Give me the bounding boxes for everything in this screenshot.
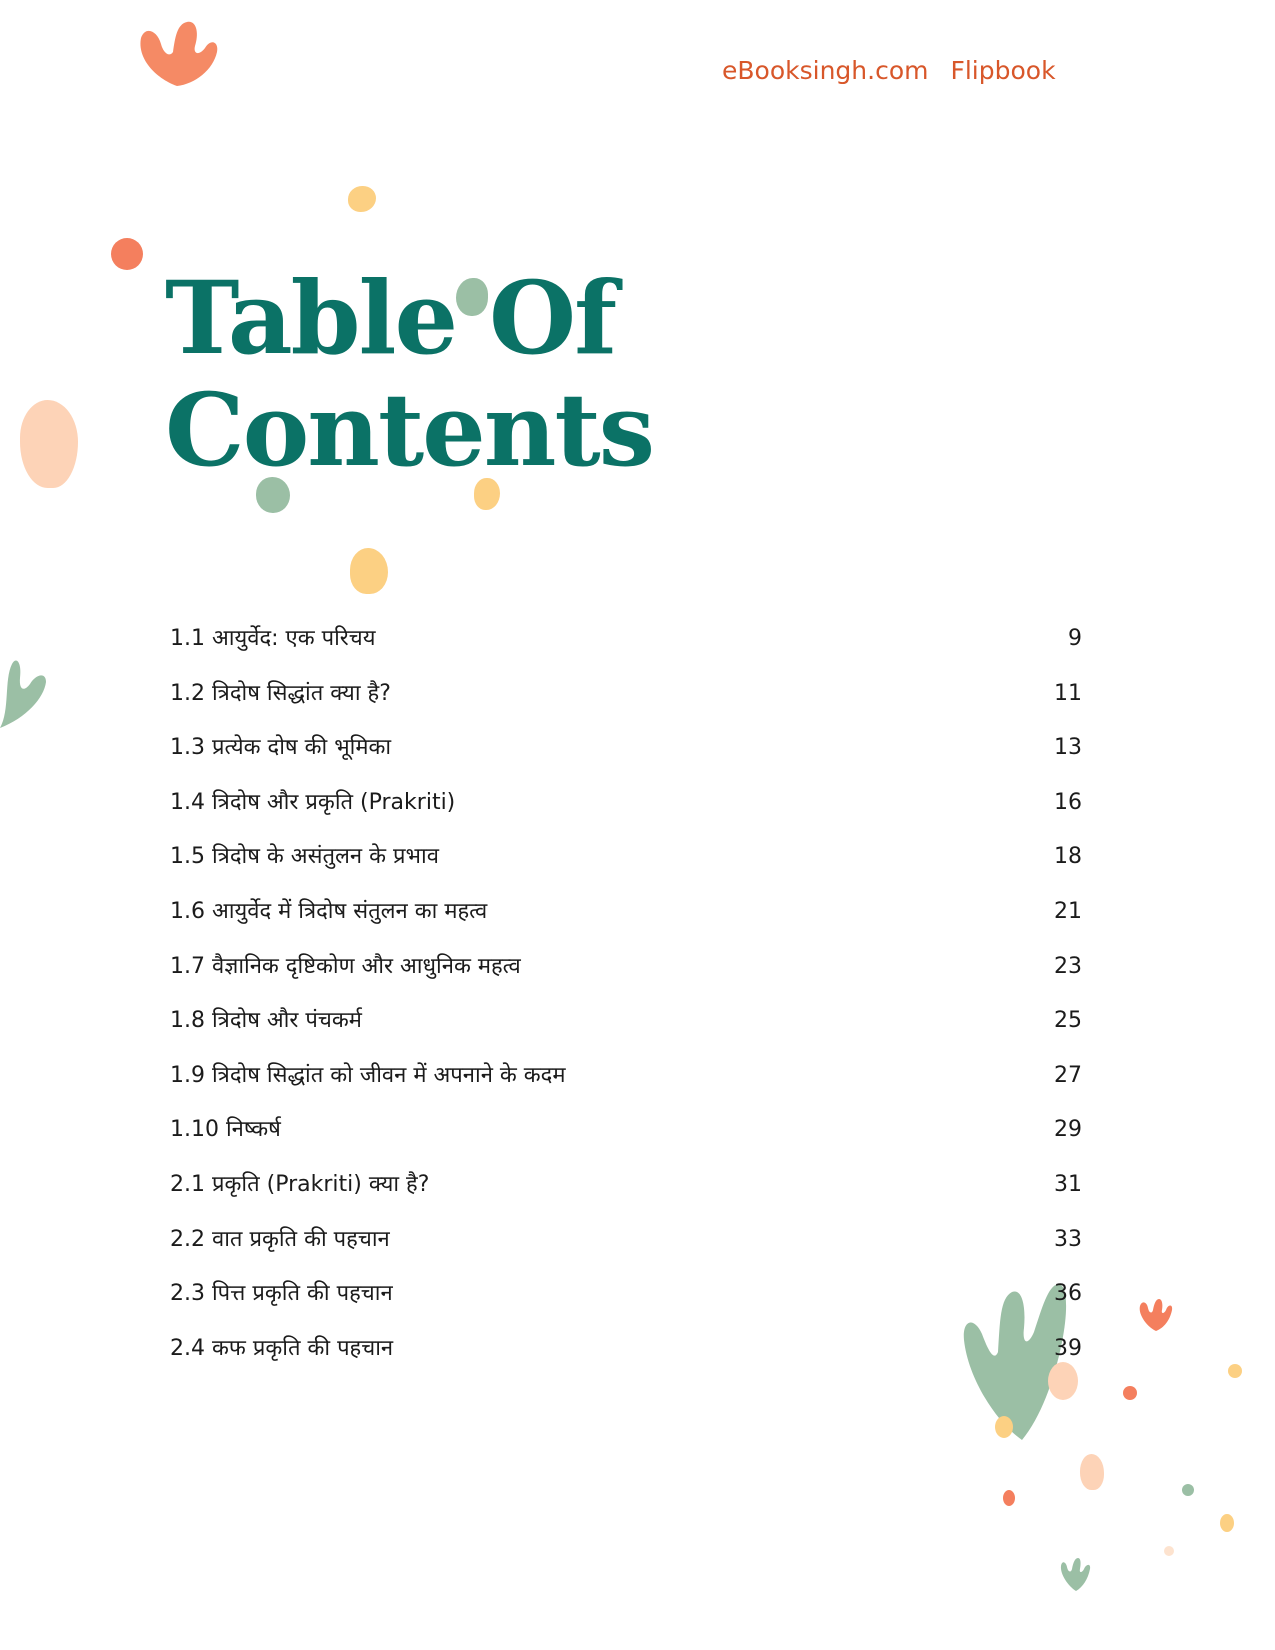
- toc-label: 1.9 त्रिदोष सिद्धांत को जीवन में अपनाने के कदम: [170, 1062, 566, 1088]
- toc-label: 2.2 वात प्रकृति की पहचान: [170, 1226, 390, 1252]
- coral-dot: [1123, 1386, 1137, 1400]
- toc-label: 1.7 वैज्ञानिक दृष्टिकोण और आधुनिक महत्व: [170, 953, 521, 979]
- toc-item[interactable]: [170, 786, 1082, 841]
- toc-page: 13: [1054, 735, 1082, 761]
- toc-item[interactable]: [170, 840, 1082, 895]
- toc-label: 1.3 प्रत्येक दोष की भूमिका: [170, 735, 392, 761]
- peach-blob: [20, 400, 78, 488]
- coral-leaf-icon: [135, 18, 220, 88]
- toc-page: 36: [1054, 1281, 1082, 1307]
- header: [722, 56, 1056, 85]
- yellow-dot: [348, 186, 376, 212]
- toc-item[interactable]: [170, 895, 1082, 950]
- toc-label: 1.5 त्रिदोष के असंतुलन के प्रभाव: [170, 844, 439, 870]
- toc-label: 2.1 प्रकृति (Prakriti) क्या है?: [170, 1171, 430, 1197]
- toc-item[interactable]: [170, 731, 1082, 786]
- toc-page: 29: [1054, 1117, 1082, 1143]
- toc-page: 16: [1054, 789, 1082, 815]
- toc-page: 9: [1068, 626, 1082, 651]
- title-line-2: Contents: [165, 371, 654, 489]
- toc-item[interactable]: [170, 1113, 1082, 1168]
- toc-item[interactable]: [170, 1332, 1082, 1387]
- yellow-dot: [995, 1416, 1013, 1438]
- toc-label: 1.4 त्रिदोष और प्रकृति (Prakriti): [170, 789, 456, 815]
- toc-item[interactable]: [170, 1004, 1082, 1059]
- title-line-1: Table Of: [165, 259, 616, 377]
- sage-leaf-icon: [0, 650, 50, 730]
- toc-label: 1.2 त्रिदोष सिद्धांत क्या है?: [170, 680, 391, 706]
- toc-page: 27: [1054, 1062, 1082, 1088]
- sage-leaf-icon: [1058, 1556, 1094, 1592]
- toc-label: 2.3 पित्त प्रकृति की पहचान: [170, 1281, 393, 1307]
- yellow-dot: [1228, 1364, 1242, 1378]
- toc-label: 2.4 कफ प्रकृति की पहचान: [170, 1335, 394, 1361]
- toc-item[interactable]: [170, 1223, 1082, 1278]
- toc-item[interactable]: [170, 677, 1082, 732]
- flipbook-label[interactable]: Flipbook: [950, 56, 1056, 85]
- coral-leaf-icon: [1138, 1298, 1174, 1332]
- toc-page: 21: [1054, 898, 1082, 924]
- toc-label: 1.6 आयुर्वेद में त्रिदोष संतुलन का महत्व: [170, 898, 488, 924]
- toc-item[interactable]: [170, 1168, 1082, 1223]
- sage-dot: [1182, 1484, 1194, 1496]
- yellow-dot: [1220, 1514, 1234, 1532]
- peach-dot: [1164, 1546, 1174, 1556]
- toc-page: 33: [1054, 1226, 1082, 1252]
- toc-page: 23: [1054, 953, 1082, 979]
- toc-item[interactable]: [170, 622, 1082, 677]
- peach-blob: [1080, 1454, 1104, 1490]
- toc-label: 1.10 निष्कर्ष: [170, 1117, 281, 1143]
- toc-page: 25: [1054, 1008, 1082, 1034]
- toc-page: 31: [1054, 1171, 1082, 1197]
- toc-item[interactable]: [170, 1059, 1082, 1114]
- page-title: [165, 259, 654, 489]
- toc-page: 39: [1054, 1335, 1082, 1361]
- toc-list: [170, 622, 1082, 1386]
- toc-item[interactable]: [170, 1277, 1082, 1332]
- coral-dot: [111, 238, 143, 270]
- toc-page: 11: [1054, 680, 1082, 706]
- site-name[interactable]: eBooksingh.com: [722, 56, 929, 85]
- toc-label: 1.1 आयुर्वेद: एक परिचय: [170, 626, 376, 651]
- yellow-blob: [350, 548, 388, 594]
- toc-label: 1.8 त्रिदोष और पंचकर्म: [170, 1008, 362, 1034]
- toc-item[interactable]: [170, 950, 1082, 1005]
- toc-page: 18: [1054, 844, 1082, 870]
- coral-dot: [1003, 1490, 1015, 1506]
